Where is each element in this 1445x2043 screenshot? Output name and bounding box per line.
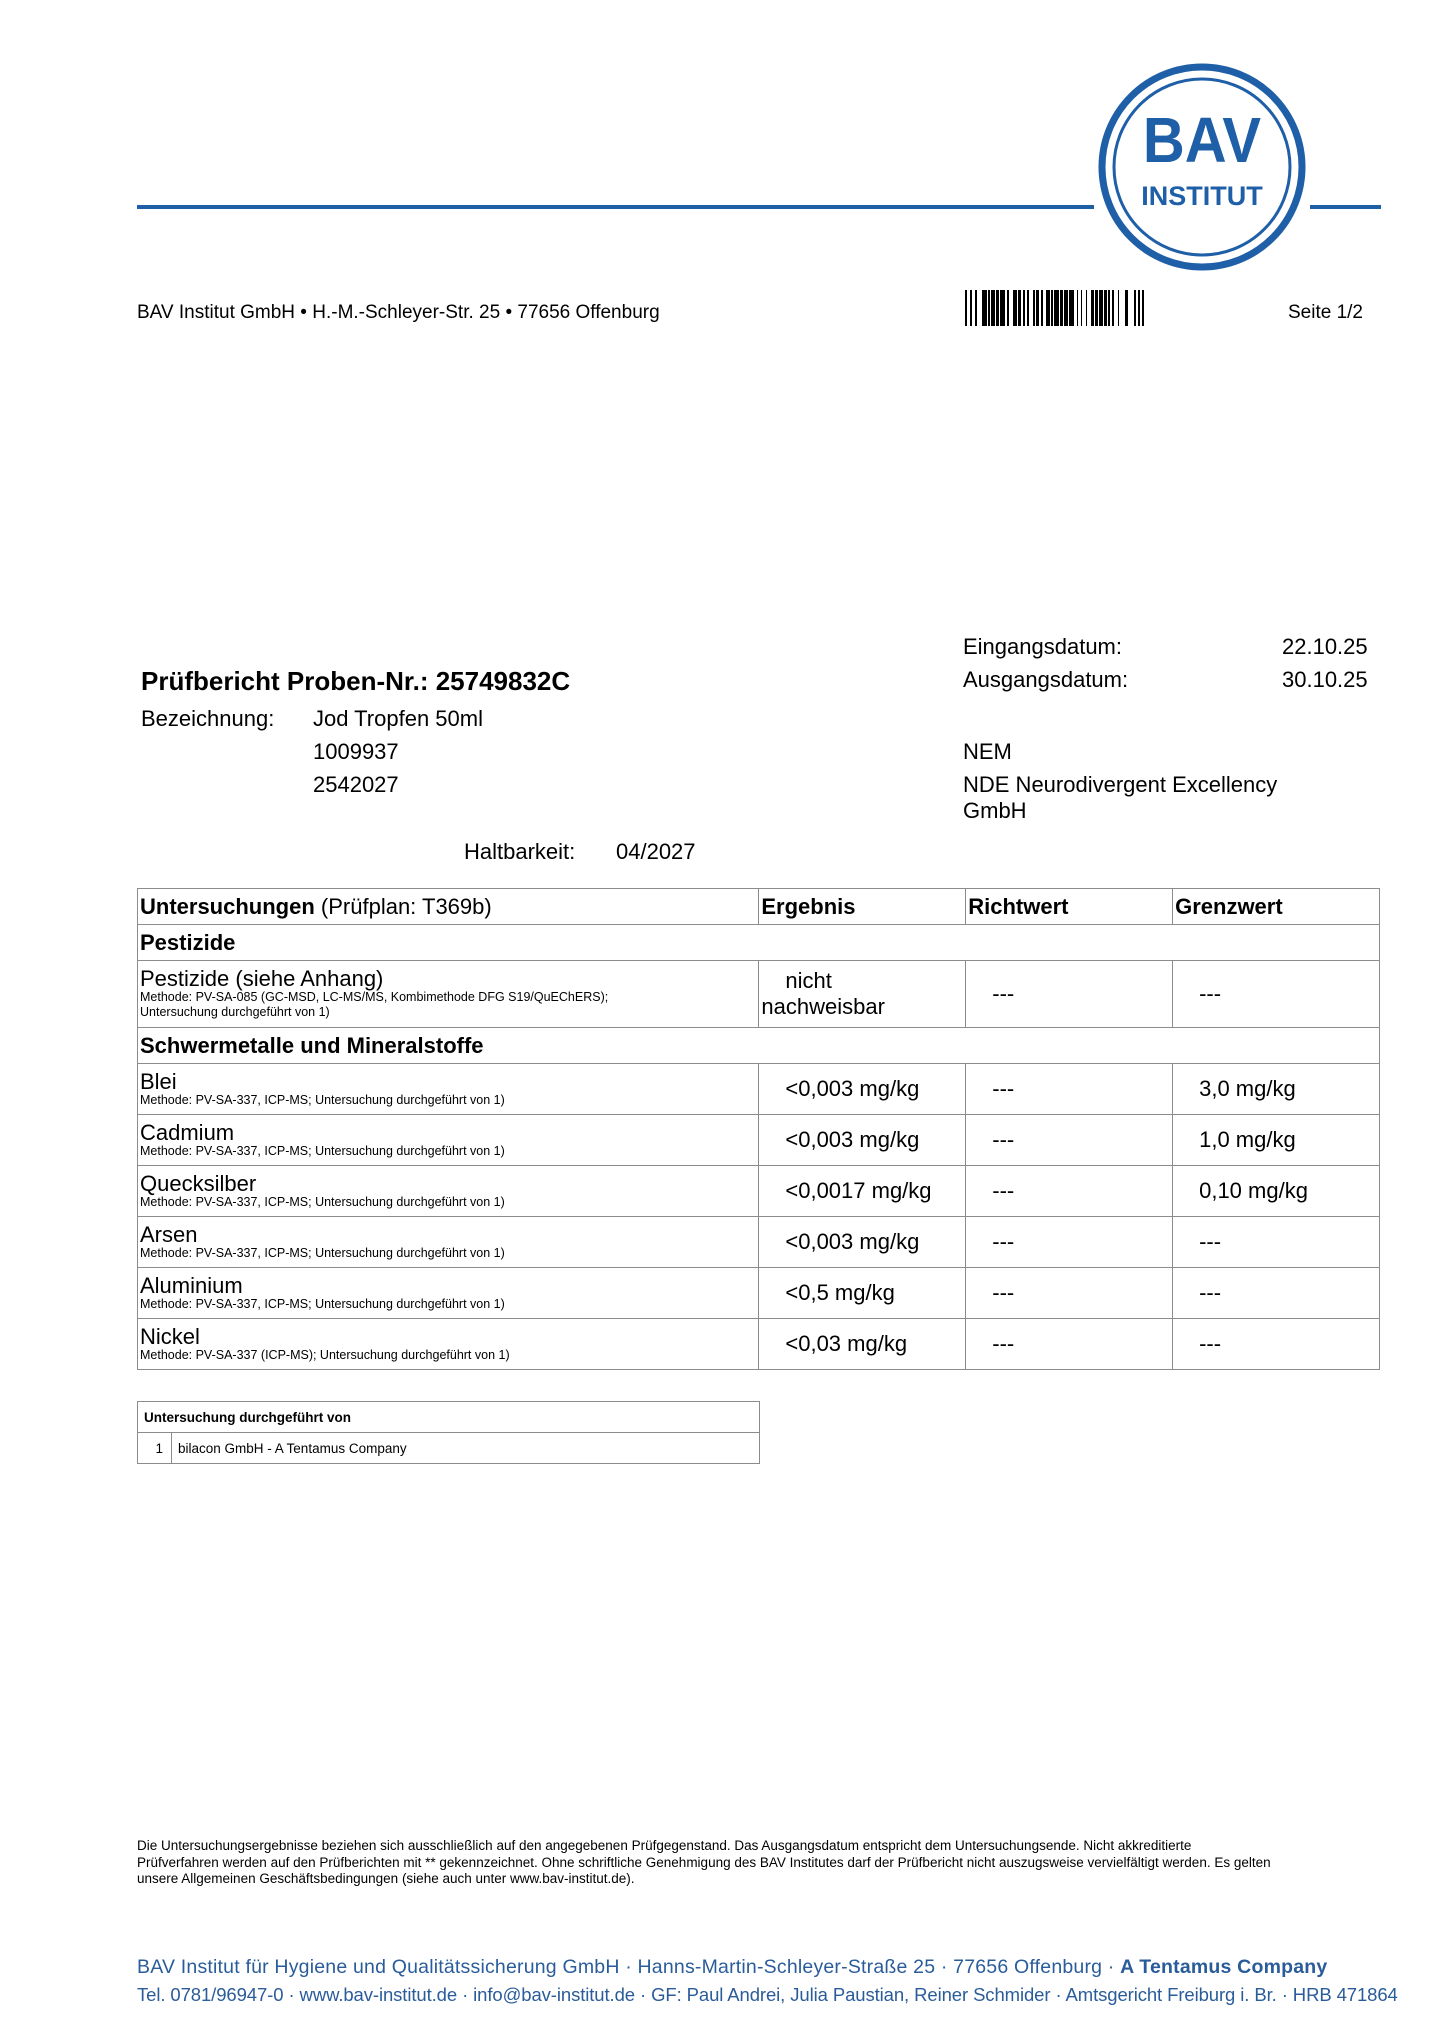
bezeichnung-value: Jod Tropfen 50ml xyxy=(313,706,483,731)
analyte-cell xyxy=(138,1319,759,1370)
table-header-row xyxy=(138,889,1380,925)
analyte-method: Methode: PV-SA-337, ICP-MS; Untersuchung durchgeführt von 1) xyxy=(140,1143,505,1158)
section-row-pestizide xyxy=(138,925,1380,961)
richtwert-cell: --- xyxy=(966,1268,1173,1319)
analyte-method: Methode: PV-SA-337, ICP-MS; Untersuchung durchgeführt von 1) xyxy=(140,1092,505,1107)
lab-name: bilacon GmbH - A Tentamus Company xyxy=(172,1433,760,1464)
section-row-schwermetalle xyxy=(138,1028,1380,1064)
eingangsdatum-label: Eingangsdatum: xyxy=(963,634,1122,659)
sender-address: BAV Institut GmbH • H.-M.-Schleyer-Str. 25 • 77656 Offenburg xyxy=(137,302,660,323)
header-untersuchungen-bold: Untersuchungen xyxy=(140,893,315,919)
grenzwert-cell: 0,10 mg/kg xyxy=(1173,1166,1380,1217)
header-untersuchungen xyxy=(138,889,759,925)
analyte-cell xyxy=(138,1115,759,1166)
footer-contact-line: Tel. 0781/96947-0 · www.bav-institut.de · info@bav-institut.de · GF: Paul Andrei, Julia Paustian, Reiner Schmider · Amtsgericht Freiburg i. Br. · HRB 471864 xyxy=(137,1984,1398,2005)
analyte-cell xyxy=(138,1166,759,1217)
result-cell: <0,003 mg/kg xyxy=(759,1217,966,1268)
report-title: Prüfbericht Proben-Nr.: 25749832C xyxy=(141,666,571,696)
analyte-name: Pestizide (siehe Anhang) xyxy=(140,966,384,991)
analyte-method: Methode: PV-SA-337, ICP-MS; Untersuchung durchgeführt von 1) xyxy=(140,1245,505,1260)
reference-number-2: 2542027 xyxy=(313,772,399,797)
performed-by-header: Untersuchung durchgeführt von xyxy=(138,1402,760,1433)
analyte-method: Methode: PV-SA-085 (GC-MSD, LC-MS/MS, Kombimethode DFG S19/QuEChERS); xyxy=(140,990,609,1004)
results-table xyxy=(137,888,1380,1370)
result-cell: <0,0017 mg/kg xyxy=(759,1166,966,1217)
header-pruefplan: (Prüfplan: T369b) xyxy=(314,893,492,919)
table-row xyxy=(138,1217,1380,1268)
header-grenzwert: Grenzwert xyxy=(1173,889,1380,925)
analyte-cell xyxy=(138,1217,759,1268)
analyte-name: Aluminium xyxy=(140,1272,243,1298)
eingangsdatum-value: 22.10.25 xyxy=(1282,634,1368,659)
result-cell: <0,003 mg/kg xyxy=(759,1115,966,1166)
analyte-cell xyxy=(138,1268,759,1319)
analyte-method: Methode: PV-SA-337, ICP-MS; Untersuchung durchgeführt von 1) xyxy=(140,1296,505,1311)
disclaimer-line: Prüfverfahren werden auf den Prüfberichten mit ** gekennzeichnet. Ohne schriftliche Genehmigung des BAV Institutes darf der Prüfbericht nicht auszugsweise vervielfältigt werden. Es gelten xyxy=(137,1854,1271,1870)
lab-number: 1 xyxy=(138,1433,172,1464)
client-name-line1: NDE Neurodivergent Excellency xyxy=(963,772,1278,797)
footer-tentamus: A Tentamus Company xyxy=(1120,1956,1328,1978)
section-title: Pestizide xyxy=(138,925,1380,961)
grenzwert-cell: --- xyxy=(1173,961,1380,1028)
analyte-name: Nickel xyxy=(140,1323,200,1349)
table-row xyxy=(138,1064,1380,1115)
reference-number-1: 1009937 xyxy=(313,739,399,764)
analyte-name: Blei xyxy=(140,1068,177,1094)
result-cell: <0,003 mg/kg xyxy=(759,1064,966,1115)
result-cell xyxy=(759,961,966,1028)
logo-text-institut: INSTITUT xyxy=(1141,181,1263,211)
table-row xyxy=(138,1166,1380,1217)
richtwert-cell: --- xyxy=(966,1166,1173,1217)
richtwert-cell: --- xyxy=(966,1115,1173,1166)
footer-address: BAV Institut für Hygiene und Qualitätssicherung GmbH · Hanns-Martin-Schleyer-Straße 25 · 77656 Offenburg · xyxy=(137,1956,1121,1978)
table-row xyxy=(138,1319,1380,1370)
grenzwert-cell: --- xyxy=(1173,1217,1380,1268)
result-cell: <0,03 mg/kg xyxy=(759,1319,966,1370)
haltbarkeit-value: 04/2027 xyxy=(616,839,696,864)
richtwert-cell: --- xyxy=(966,1217,1173,1268)
header-ergebnis: Ergebnis xyxy=(759,889,966,925)
header-rule-right xyxy=(1310,205,1381,209)
bav-institut-logo xyxy=(1098,63,1306,271)
client-short: NEM xyxy=(963,739,1012,764)
disclaimer xyxy=(137,1838,1387,1888)
analyte-name: Quecksilber xyxy=(140,1170,257,1196)
richtwert-cell: --- xyxy=(966,1319,1173,1370)
table-row xyxy=(138,961,1380,1028)
disclaimer-line: unsere Allgemeinen Geschäftsbedingungen (siehe auch unter www.bav-institut.de). xyxy=(137,1871,635,1886)
richtwert-cell: --- xyxy=(966,961,1173,1028)
logo-text-bav: BAV xyxy=(1142,104,1262,176)
ausgangsdatum-value: 30.10.25 xyxy=(1282,667,1368,692)
bezeichnung-label: Bezeichnung: xyxy=(141,706,275,731)
analyte-cell xyxy=(138,1064,759,1115)
client-name-line2: GmbH xyxy=(963,798,1027,823)
haltbarkeit-label: Haltbarkeit: xyxy=(464,839,576,864)
grenzwert-cell: 3,0 mg/kg xyxy=(1173,1064,1380,1115)
footer-company-line xyxy=(137,1956,1327,1979)
result-line2: nachweisbar xyxy=(761,994,885,1019)
analyte-name: Arsen xyxy=(140,1221,198,1247)
analyte-name: Cadmium xyxy=(140,1119,235,1145)
performed-by-table xyxy=(137,1401,760,1464)
result-cell: <0,5 mg/kg xyxy=(759,1268,966,1319)
header-rule-left xyxy=(137,205,1094,209)
page-number: Seite 1/2 xyxy=(1288,302,1363,323)
analyte-method: Methode: PV-SA-337, ICP-MS; Untersuchung durchgeführt von 1) xyxy=(140,1194,505,1209)
analyte-method-cont: Untersuchung durchgeführt von 1) xyxy=(140,1005,330,1019)
table-row xyxy=(138,1115,1380,1166)
richtwert-cell: --- xyxy=(966,1064,1173,1115)
header-richtwert: Richtwert xyxy=(966,889,1173,925)
table-row xyxy=(138,1268,1380,1319)
section-title: Schwermetalle und Mineralstoffe xyxy=(138,1028,1380,1064)
grenzwert-cell: --- xyxy=(1173,1268,1380,1319)
result-line1: nicht xyxy=(785,968,832,993)
table-row xyxy=(138,1433,760,1464)
ausgangsdatum-label: Ausgangsdatum: xyxy=(963,667,1129,692)
analyte-method: Methode: PV-SA-337 (ICP-MS); Untersuchung durchgeführt von 1) xyxy=(140,1347,510,1362)
grenzwert-cell: 1,0 mg/kg xyxy=(1173,1115,1380,1166)
disclaimer-line: Die Untersuchungsergebnisse beziehen sich ausschließlich auf den angegebenen Prüfgegenstand. Das Ausgangsdatum entspricht dem Untersuchungsende. Nicht akkreditierte xyxy=(137,1838,1192,1853)
analyte-cell xyxy=(138,961,759,1028)
grenzwert-cell: --- xyxy=(1173,1319,1380,1370)
barcode-icon xyxy=(965,290,1210,326)
